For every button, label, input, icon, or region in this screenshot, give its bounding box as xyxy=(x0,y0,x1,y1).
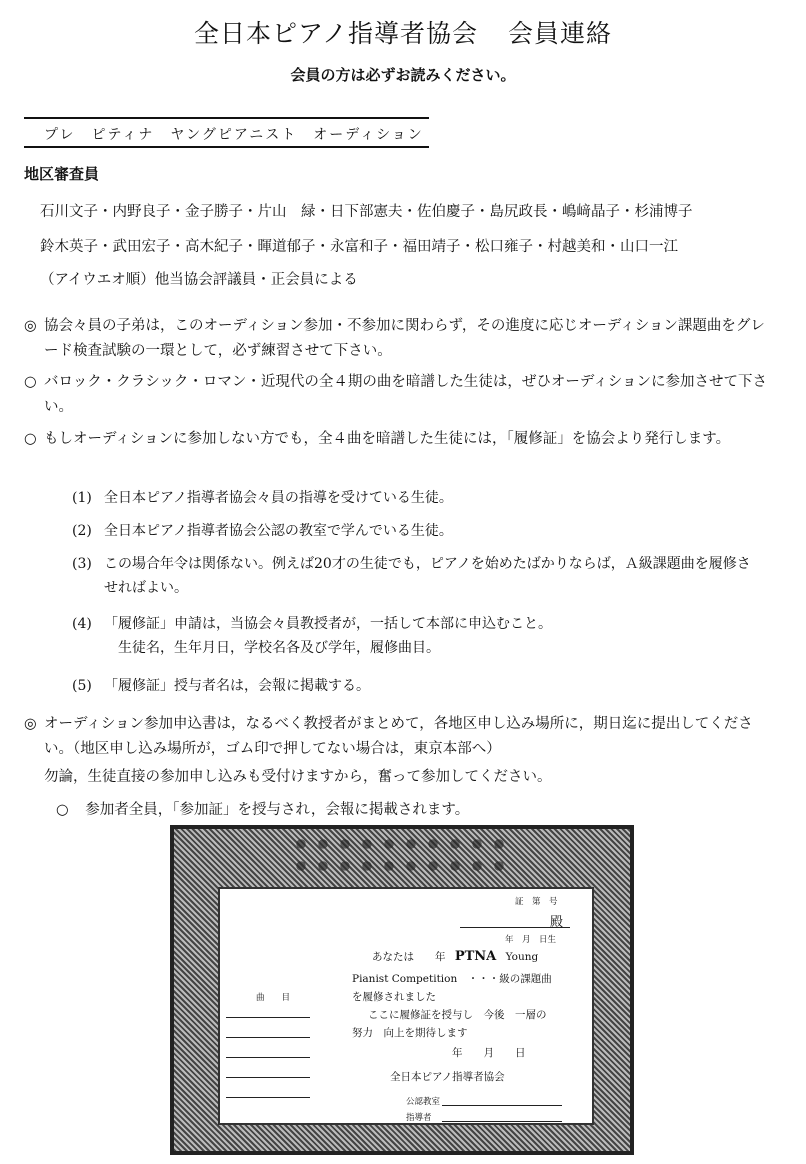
cert-left-line-5 xyxy=(226,1097,310,1098)
certificate-image xyxy=(170,825,634,1155)
notice-1-text: 協会々員の子弟は，このオーディション参加・不参加に関わらず，その進度に応じオーディション課題曲をグレード検査試験の一環として，必ず練習させて下さい。 xyxy=(44,318,765,359)
judges-line-3: （アイウエオ順）他当協会評議員・正会員による xyxy=(40,272,358,288)
subitem-1-num: (1) xyxy=(72,490,92,506)
cert-left-line-2 xyxy=(226,1037,310,1038)
subitem-3-text: この場合年令は関係ない。例えば20才の生徒でも，ピアノを始めたばかりならば，Ａ級課題曲を履修させればよい。 xyxy=(104,556,751,596)
certificate-ornament xyxy=(290,833,510,875)
cert-org: 全日本ピアノ指導者協会 xyxy=(390,1071,505,1083)
subitem-2-text: 全日本ピアノ指導者協会公認の教室で学んでいる生徒。 xyxy=(104,523,453,539)
certificate-inner xyxy=(218,887,594,1125)
cert-sign-1: 公認教室 xyxy=(406,1097,441,1107)
cert-body-1 xyxy=(372,949,538,964)
application-note-mark: ○ xyxy=(56,802,69,818)
judges-line-1: 石川文子・内野良子・金子勝子・片山 緑・日下部憲夫・佐伯慶子・島尻政長・嶋﨑晶子・杉浦博子 xyxy=(40,204,693,220)
application-line-3: 勿論，生徒直接の参加申し込みも受付けますから，奮って参加してください。 xyxy=(44,769,552,785)
application-mark: ◎ xyxy=(24,716,37,732)
subitem-3-num: (3) xyxy=(72,556,92,572)
subitem-2 xyxy=(72,519,772,543)
application-note xyxy=(56,798,469,819)
subitem-4-text: 「履修証」申請は，当協会々員教授者が，一括して本部に申込むこと。 xyxy=(104,616,552,632)
page-subtitle: 会員の方は必ずお読みください。 xyxy=(290,66,516,84)
application-notice xyxy=(24,712,776,762)
notice-2 xyxy=(24,370,776,420)
notice-1-mark: ◎ xyxy=(24,318,37,334)
subitem-4-text-2: 生徒名，生年月日，学校名各及び学年，履修曲目。 xyxy=(118,640,440,656)
judges-line-2: 鈴木英子・武田宏子・高木紀子・暉道郁子・永富和子・福田靖子・松口雍子・村越美和・山口一江 xyxy=(40,239,678,255)
cert-date-bottom: 年 月 日 xyxy=(452,1047,526,1059)
cert-date-top: 年 月 日生 xyxy=(505,935,557,945)
subitem-5-num: (5) xyxy=(72,678,92,694)
subitem-5-text: 「履修証」授与者名は，会報に掲載する。 xyxy=(104,678,370,694)
judges-heading: 地区審査員 xyxy=(24,165,100,183)
section-rule-top xyxy=(24,117,429,119)
cert-sign-2: 指導者 xyxy=(406,1113,432,1123)
notice-3-text: もしオーディションに参加しない方でも，全４曲を暗譜した生徒には，「履修証」を協会より発行します。 xyxy=(44,431,731,447)
cert-body-1-text: あなたは 年 xyxy=(372,951,446,963)
cert-sign-line-2 xyxy=(442,1121,562,1122)
cert-left-line-1 xyxy=(226,1017,310,1018)
notice-1 xyxy=(24,314,776,364)
cert-body-5: 努力 向上を期待します xyxy=(352,1027,468,1039)
cert-left-head: 曲 目 xyxy=(256,993,291,1003)
subitem-1 xyxy=(72,486,772,510)
subitem-4 xyxy=(72,612,772,660)
cert-young: Young xyxy=(505,951,539,963)
subitem-4-num: (4) xyxy=(72,616,92,632)
subitem-3 xyxy=(72,552,772,600)
cert-left-line-3 xyxy=(226,1057,310,1058)
subitem-1-text: 全日本ピアノ指導者協会々員の指導を受けている生徒。 xyxy=(104,490,453,506)
cert-body-4: ここに履修証を授与し 今後 一層の xyxy=(368,1009,547,1021)
page-title xyxy=(0,14,806,50)
cert-number-label: 証 第 号 xyxy=(515,897,558,907)
title-notice: 会員連絡 xyxy=(508,19,613,48)
notice-3 xyxy=(24,427,776,452)
subitem-5 xyxy=(72,674,772,698)
notice-2-mark: ○ xyxy=(24,374,37,390)
section-label: プレ ピティナ ヤングピアニスト オーディション xyxy=(44,127,424,143)
section-rule-bottom xyxy=(24,146,429,148)
application-note-text: 参加者全員，「参加証」を授与され，会報に掲載されます。 xyxy=(85,802,470,818)
cert-sign-line-1 xyxy=(442,1105,562,1106)
cert-honorific: 殿 xyxy=(550,915,564,930)
title-org: 全日本ピアノ指導者協会 xyxy=(193,19,478,48)
cert-body-2: Pianist Competition ・・・級の課題曲 xyxy=(352,973,552,985)
subitem-2-num: (2) xyxy=(72,523,92,539)
notice-3-mark: ○ xyxy=(24,431,37,447)
cert-body-3: を履修されました xyxy=(352,991,436,1003)
cert-ptna: PTNA xyxy=(454,949,497,964)
application-text: オーディション参加申込書は，なるべく教授者がまとめて，各地区申し込み場所に，期日迄に提出してください。（地区申し込み場所が，ゴム印で押してない場合は，東京本部へ） xyxy=(44,716,753,757)
cert-left-line-4 xyxy=(226,1077,310,1078)
notice-2-text: バロック・クラシック・ロマン・近現代の全４期の曲を暗譜した生徒は，ぜひオーディションに参加させて下さい。 xyxy=(44,374,767,415)
